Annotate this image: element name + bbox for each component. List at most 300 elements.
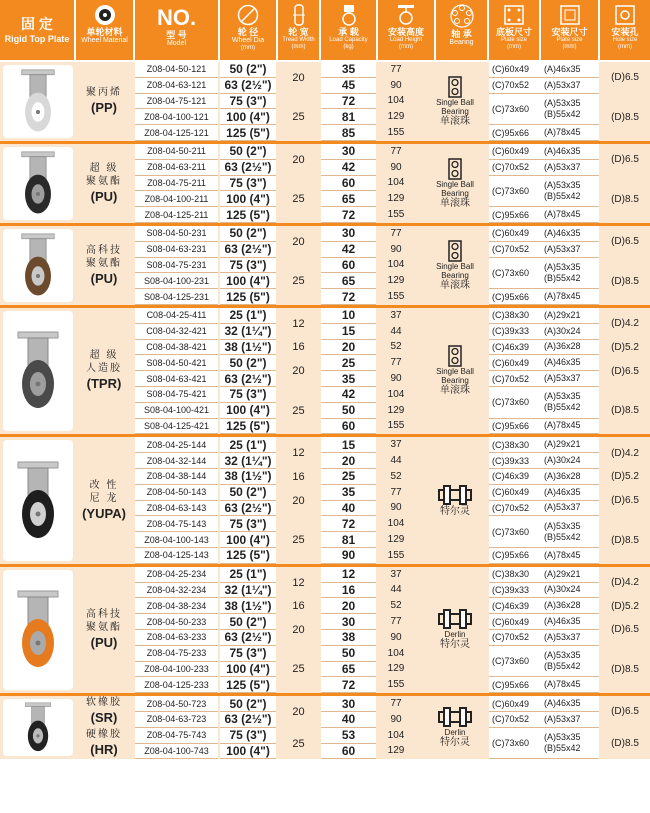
plate-size-ab — [544, 679, 581, 690]
plate-size-c: (C)70x52 — [492, 373, 530, 384]
wheel-size-cell: 75 (3") — [220, 728, 276, 744]
material-name-en: (PU) — [90, 270, 118, 286]
bearing-info — [420, 437, 490, 563]
header-wheel-dia — [220, 0, 276, 60]
plate-size-a: (A)46x35 — [544, 698, 581, 709]
bearing-name-zh: 特尔灵 — [440, 639, 470, 651]
wheel-size-cell: 75 (3") — [220, 176, 276, 192]
wheel-size-cell: 50 (2") — [220, 696, 276, 712]
hole-size-cell: (D)6.5 — [611, 154, 639, 166]
hole-size-cell: (D)8.5 — [611, 193, 639, 205]
caster-photo — [3, 311, 73, 431]
header-wheel-dia-en: Wheel Dia — [231, 37, 265, 44]
wheel-size-cell: 50 (2") — [220, 355, 276, 371]
plate-size-a: (A)46x35 — [544, 357, 581, 368]
load-capacity-cell: 50 — [321, 646, 376, 662]
wheel-size-cell: 75 (3") — [220, 387, 276, 403]
header-hole-size — [600, 0, 650, 60]
plate-size-cell — [489, 614, 599, 630]
plate-size-ab — [544, 228, 581, 239]
header-rigid-top-plate — [0, 0, 74, 60]
load-capacity-cell: 60 — [321, 419, 376, 435]
plate-size-cell — [489, 340, 599, 356]
material-name-en: (HR) — [90, 742, 118, 758]
wheel-size-cell: 63 (2½") — [220, 371, 276, 387]
material-name-zh: 超 级 人造胶 — [86, 350, 122, 375]
plate-size-c: (C)60x49 — [492, 228, 530, 239]
model-number-cell: Z08-04-38-234 — [135, 598, 218, 614]
tread-width-cell: 20 — [292, 494, 305, 507]
hole-size-cell: (D)6.5 — [611, 236, 639, 248]
plate-size-ab — [544, 471, 581, 482]
tread-width-cell: 25 — [292, 663, 305, 676]
model-number-cell: Z08-04-63-121 — [135, 78, 218, 94]
plate-size-c: (C)39x33 — [492, 584, 530, 595]
load-capacity-cell: 81 — [321, 109, 376, 125]
header-wheel-material — [76, 0, 133, 60]
model-number-cell: Z08-04-50-143 — [135, 485, 218, 501]
plate-size-cell — [489, 598, 599, 614]
plate-size-a: (A)53x35 — [544, 391, 581, 402]
model-number-cell: C08-04-38-421 — [135, 340, 218, 356]
hole-size-cell: (D)5.2 — [611, 600, 639, 612]
plate-size-a: (A)46x35 — [544, 616, 581, 627]
load-capacity-cell: 35 — [321, 485, 376, 501]
material-label — [74, 308, 134, 434]
model-number-cell: S08-04-63-421 — [135, 371, 218, 387]
plate-size-a: (A)53x35 — [544, 520, 581, 531]
header-hole-zh: 安装孔 — [611, 27, 639, 37]
plate-size-cell — [489, 453, 599, 469]
load-capacity-cell: 60 — [321, 744, 376, 760]
load-capacity-cell: 30 — [321, 614, 376, 630]
plate-size-ab — [544, 714, 581, 725]
wheel-size-cell: 75 (3") — [220, 94, 276, 110]
plate-size-c: (C)95x66 — [492, 679, 530, 690]
plate-size-cell — [489, 516, 599, 548]
material-label — [74, 567, 134, 693]
hole-size-cell: (D)4.2 — [611, 318, 639, 330]
ball-bearing-icon — [447, 345, 463, 367]
plate-size-c: (C)73x60 — [492, 185, 530, 196]
plate-size-cell — [489, 728, 599, 760]
model-number-cell: S08-04-100-231 — [135, 273, 218, 289]
header-tread-en: Tread Width — [282, 37, 315, 43]
load-height-cell: 104 — [387, 95, 405, 107]
header-height-en: Load Height — [389, 37, 423, 43]
tread-width-cell: 16 — [292, 341, 305, 354]
model-number-cell: Z08-04-100-121 — [135, 109, 218, 125]
load-capacity-cell: 40 — [321, 712, 376, 728]
plate-size-a: (A)46x35 — [544, 63, 581, 74]
model-number-cell: Z08-04-63-143 — [135, 501, 218, 517]
tread-width-cell: 20 — [292, 623, 305, 636]
model-number-cell: Z08-04-25-144 — [135, 437, 218, 453]
tread-width-cell: 25 — [292, 193, 305, 206]
plate-size-ab — [544, 357, 581, 368]
plate-size-cell — [489, 242, 599, 258]
tread-width-cell: 25 — [292, 275, 305, 288]
plate-size-cell — [489, 548, 599, 564]
header-load-capacity — [321, 0, 376, 60]
header-mount-en: Plate size — [556, 37, 583, 43]
load-capacity-cell: 20 — [321, 598, 376, 614]
header-tread-zh: 轮 宽 — [288, 27, 309, 37]
model-number-cell: S08-04-100-421 — [135, 403, 218, 419]
plate-size-cell — [489, 469, 599, 485]
load-height-cell: 77 — [390, 616, 402, 628]
load-capacity-cell: 25 — [321, 469, 376, 485]
plate-size-a: (A)78x45 — [544, 679, 581, 690]
load-height-cell: 129 — [387, 663, 405, 675]
plate-size-cell — [489, 176, 599, 208]
plate-size-ab — [544, 584, 581, 595]
plate-size-a: (A)53x35 — [544, 97, 581, 108]
load-height-cell: 52 — [390, 470, 402, 482]
plate-size-c: (C)60x49 — [492, 698, 530, 709]
plate-size-cell — [489, 160, 599, 176]
caster-photo-icon — [6, 585, 70, 675]
load-height-cell: 104 — [387, 177, 405, 189]
caster-photo — [3, 65, 73, 138]
plate-size-a: (A)30x24 — [544, 455, 581, 466]
model-number-cell: C08-04-25-411 — [135, 308, 218, 324]
plate-size-ab — [544, 209, 581, 220]
bearing-name-en: Derlin — [444, 728, 466, 738]
header-load-height — [378, 0, 434, 60]
model-number-cell: S08-04-75-421 — [135, 387, 218, 403]
material-name-zh: 硬橡胶 — [86, 729, 122, 741]
header-load-unit: (kg) — [343, 44, 354, 50]
model-number-cell: S08-04-50-421 — [135, 355, 218, 371]
plate-size-a: (A)78x45 — [544, 291, 581, 302]
wheel-size-cell: 125 (5") — [220, 207, 276, 223]
header-mount-size — [541, 0, 598, 60]
wheel-size-cell: 63 (2½") — [220, 630, 276, 646]
wheel-size-cell: 125 (5") — [220, 548, 276, 564]
bearing-name-zh: 单滚珠 — [440, 279, 470, 291]
caster-photo — [3, 440, 73, 560]
plate-size-c: (C)39x33 — [492, 455, 530, 466]
plate-size-ab — [544, 650, 581, 672]
model-number-cell: Z08-04-125-211 — [135, 207, 218, 223]
plate-size-ab — [544, 550, 581, 561]
tread-width-cell: 25 — [292, 404, 305, 417]
bearing-name-en: Single Ball Bearing — [436, 97, 474, 116]
bearing-name-en: Single Ball Bearing — [436, 261, 474, 280]
header-plate-size — [489, 0, 539, 60]
plate-size-b: (B)55x42 — [544, 661, 581, 672]
plate-size-cell — [489, 94, 599, 126]
wheel-size-cell: 38 (1½") — [220, 340, 276, 356]
wheel-size-cell: 75 (3") — [220, 646, 276, 662]
load-height-cell: 90 — [390, 243, 402, 255]
header-bearing-en: Bearing — [449, 39, 474, 46]
load-capacity-cell: 20 — [321, 453, 376, 469]
wheel-size-cell: 32 (1¼") — [220, 453, 276, 469]
ball-bearing-icon — [447, 240, 463, 262]
plate-size-a: (A)53x35 — [544, 732, 581, 743]
plate-size-a: (A)78x45 — [544, 549, 581, 560]
wheel-size-cell: 125 (5") — [220, 419, 276, 435]
plate-size-ab — [544, 244, 581, 255]
plate-size-cell — [489, 226, 599, 242]
load-capacity-cell: 35 — [321, 62, 376, 78]
plate-size-a: (A)53x37 — [544, 243, 581, 254]
plate-size-c: (C)38x30 — [492, 569, 530, 580]
plate-size-cell — [489, 78, 599, 94]
plate-size-cell — [489, 308, 599, 324]
model-number-cell: Z08-04-125-233 — [135, 677, 218, 693]
bearing-name-zh: 单滚珠 — [440, 115, 470, 127]
plate-size-ab — [544, 98, 581, 120]
plate-size-ab — [544, 262, 581, 284]
wheel-size-cell: 32 (1¼") — [220, 324, 276, 340]
header-tread-width — [278, 0, 319, 60]
model-number-cell: S08-04-50-231 — [135, 226, 218, 242]
wheel-size-cell: 38 (1½") — [220, 598, 276, 614]
wheel-size-cell: 63 (2½") — [220, 160, 276, 176]
model-number-cell: Z08-04-63-233 — [135, 630, 218, 646]
plate-size-c: (C)73x60 — [492, 738, 530, 749]
wheel-size-cell: 100 (4") — [220, 403, 276, 419]
load-capacity-cell: 25 — [321, 355, 376, 371]
material-label — [74, 696, 134, 728]
bearing-name-en: Derlin — [444, 630, 466, 640]
load-capacity-cell: 90 — [321, 548, 376, 564]
plate-size-c: (C)95x66 — [492, 420, 530, 431]
bearing-info — [420, 62, 490, 141]
header-wheel-dia-unit: (mm) — [241, 45, 255, 51]
material-label — [74, 226, 134, 305]
ball-bearing-icon — [447, 76, 463, 98]
plate-size-b: (B)55x42 — [544, 108, 581, 119]
load-capacity-cell: 45 — [321, 78, 376, 94]
load-height-cell: 44 — [390, 584, 402, 596]
header-plate-zh: 底板尺寸 — [495, 27, 532, 37]
hole-size-cell: (D)6.5 — [611, 72, 639, 84]
plate-size-c: (C)46x39 — [492, 341, 530, 352]
load-capacity-cell: 42 — [321, 242, 376, 258]
hole-size-cell: (D)8.5 — [611, 405, 639, 417]
plate-size-cell — [489, 696, 599, 712]
header-mount-zh: 安装尺寸 — [551, 27, 588, 37]
plate-size-c: (C)73x60 — [492, 656, 530, 667]
load-height-cell: 90 — [390, 161, 402, 173]
plate-size-cell — [489, 567, 599, 583]
caster-photo — [3, 147, 73, 220]
load-capacity-cell: 65 — [321, 191, 376, 207]
model-number-cell: Z08-04-32-144 — [135, 453, 218, 469]
tread-width-cell: 16 — [292, 600, 305, 613]
material-name-en: (PP) — [91, 100, 117, 115]
plate-size-cell — [489, 437, 599, 453]
load-height-cell: 37 — [390, 309, 402, 321]
caster-photo-icon — [6, 326, 70, 416]
tread-width-cell: 20 — [292, 705, 305, 718]
plate-size-cell — [489, 289, 599, 305]
material-name-zh: 聚丙烯 — [86, 87, 122, 98]
wheel-size-cell: 63 (2½") — [220, 501, 276, 517]
plate-size-cell — [489, 258, 599, 290]
plate-size-b: (B)55x42 — [544, 743, 581, 754]
plate-size-ab — [544, 420, 581, 431]
tread-width-cell: 20 — [292, 235, 305, 248]
load-capacity-cell: 72 — [321, 516, 376, 532]
plate-size-ab — [544, 180, 581, 202]
caster-photo-icon — [6, 147, 70, 220]
load-capacity-cell: 81 — [321, 532, 376, 548]
tread-width-cell: 25 — [292, 111, 305, 124]
plate-size-cell — [489, 630, 599, 646]
load-height-cell: 155 — [387, 420, 405, 432]
plate-size-a: (A)30x24 — [544, 584, 581, 595]
plate-size-a: (A)46x35 — [544, 227, 581, 238]
load-capacity-cell: 10 — [321, 308, 376, 324]
ball-bearing-icon — [447, 158, 463, 180]
bearing-name-en: Single Ball Bearing — [436, 179, 474, 198]
header-model-en: Model — [166, 40, 187, 47]
plate-size-c: (C)70x52 — [492, 162, 530, 173]
mount-plate-icon — [559, 4, 581, 26]
plate-size-ab — [544, 569, 581, 580]
wheel-size-cell: 50 (2") — [220, 485, 276, 501]
load-height-cell: 104 — [387, 388, 405, 400]
plate-size-a: (A)29x21 — [544, 439, 581, 450]
wheel-size-cell: 63 (2½") — [220, 78, 276, 94]
model-number-cell: Z08-04-75-121 — [135, 94, 218, 110]
wheel-size-cell: 50 (2") — [220, 614, 276, 630]
plate-size-ab — [544, 600, 581, 611]
model-number-cell: Z08-04-63-211 — [135, 160, 218, 176]
hole-size-cell: (D)4.2 — [611, 447, 639, 459]
plate-size-c: (C)95x66 — [492, 127, 530, 138]
hole-size-cell: (D)6.5 — [611, 365, 639, 377]
load-height-cell: 155 — [387, 209, 405, 221]
plate-size-a: (A)30x24 — [544, 325, 581, 336]
plate-size-a: (A)53x35 — [544, 179, 581, 190]
material-name-en: (TPR) — [86, 376, 122, 392]
tread-width-cell: 20 — [292, 71, 305, 84]
caster-photo — [3, 699, 73, 756]
load-height-cell: 77 — [390, 486, 402, 498]
load-capacity-cell: 30 — [321, 226, 376, 242]
derlin-bearing-icon — [437, 484, 473, 506]
load-height-cell: 155 — [387, 679, 405, 691]
material-label — [74, 437, 134, 563]
plate-size-c: (C)60x49 — [492, 487, 530, 498]
model-number-cell: Z08-04-50-121 — [135, 62, 218, 78]
plate-size-ab — [544, 632, 581, 643]
plate-size-cell — [489, 125, 599, 141]
plate-size-c: (C)95x66 — [492, 291, 530, 302]
hole-size-cell: (D)8.5 — [611, 275, 639, 287]
caster-photo — [3, 570, 73, 690]
header-plate-unit: (mm) — [507, 44, 521, 50]
load-capacity-cell: 72 — [321, 94, 376, 110]
caster-photo-icon — [6, 699, 70, 756]
plate-size-a: (A)53x37 — [544, 631, 581, 642]
bearing-info — [420, 567, 490, 693]
header-model — [135, 0, 218, 60]
plate-size-ab — [544, 698, 581, 709]
load-height-cell: 77 — [390, 227, 402, 239]
load-capacity-cell: 42 — [321, 387, 376, 403]
load-capacity-cell: 65 — [321, 662, 376, 678]
plate-size-c: (C)70x52 — [492, 632, 530, 643]
plate-size-ab — [544, 373, 581, 384]
wheel-size-cell: 38 (1½") — [220, 469, 276, 485]
plate-size-a: (A)53x37 — [544, 713, 581, 724]
plate-size-ab — [544, 162, 581, 173]
load-height-cell: 37 — [390, 439, 402, 451]
header-load-zh: 承 载 — [338, 27, 359, 37]
wheel-size-cell: 25 (1") — [220, 437, 276, 453]
plate-size-a: (A)36x28 — [544, 600, 581, 611]
load-height-cell: 52 — [390, 341, 402, 353]
plate-size-cell — [489, 712, 599, 728]
plate-size-b: (B)55x42 — [544, 272, 581, 283]
wheel-size-cell: 125 (5") — [220, 677, 276, 693]
header-height-zh: 安装高度 — [387, 27, 424, 37]
caster-height-icon — [395, 4, 417, 26]
bearing-info — [420, 144, 490, 223]
plate-size-ab — [544, 341, 581, 352]
wheel-size-cell: 63 (2½") — [220, 712, 276, 728]
derlin-bearing-icon — [437, 706, 473, 728]
load-height-cell: 129 — [387, 534, 405, 546]
material-name-zh: 高科技 聚氨酯 — [86, 608, 122, 633]
model-number-cell: S08-04-125-421 — [135, 419, 218, 435]
load-capacity-cell: 30 — [321, 144, 376, 160]
plate-size-c: (C)60x49 — [492, 357, 530, 368]
plate-size-c: (C)95x66 — [492, 209, 530, 220]
caster-photo — [3, 229, 73, 302]
caster-photo-icon — [6, 65, 70, 138]
load-height-cell: 90 — [390, 502, 402, 514]
bearing-name-zh: 单滚珠 — [440, 197, 470, 209]
header-wheel-dia-zh: 轮 径 — [237, 27, 259, 37]
model-number-cell: C08-04-32-421 — [135, 324, 218, 340]
plate-size-c: (C)60x49 — [492, 64, 530, 75]
bearing-name-en: Single Ball Bearing — [436, 367, 474, 386]
load-capacity-cell: 85 — [321, 125, 376, 141]
plate-size-ab — [544, 391, 581, 413]
wheel-size-cell: 100 (4") — [220, 662, 276, 678]
load-height-cell: 37 — [390, 568, 402, 580]
plate-size-a: (A)29x21 — [544, 309, 581, 320]
load-height-cell: 90 — [390, 631, 402, 643]
wheel-size-cell: 100 (4") — [220, 191, 276, 207]
tread-width-cell: 16 — [292, 470, 305, 483]
plate-size-c: (C)60x49 — [492, 616, 530, 627]
wheel-size-cell: 100 (4") — [220, 109, 276, 125]
hole-size-cell: (D)8.5 — [611, 663, 639, 675]
model-number-cell: Z08-04-100-143 — [135, 532, 218, 548]
header-hole-unit: (mm) — [618, 44, 632, 50]
load-capacity-cell: 38 — [321, 630, 376, 646]
plate-size-cell — [489, 677, 599, 693]
load-capacity-cell: 72 — [321, 677, 376, 693]
load-capacity-cell: 40 — [321, 501, 376, 517]
plate-size-ab — [544, 291, 581, 302]
plate-size-c: (C)70x52 — [492, 244, 530, 255]
load-height-cell: 90 — [390, 713, 402, 725]
tread-width-cell: 12 — [292, 447, 305, 460]
load-capacity-cell: 15 — [321, 437, 376, 453]
plate-size-a: (A)78x45 — [544, 420, 581, 431]
wheel-size-cell: 50 (2") — [220, 144, 276, 160]
